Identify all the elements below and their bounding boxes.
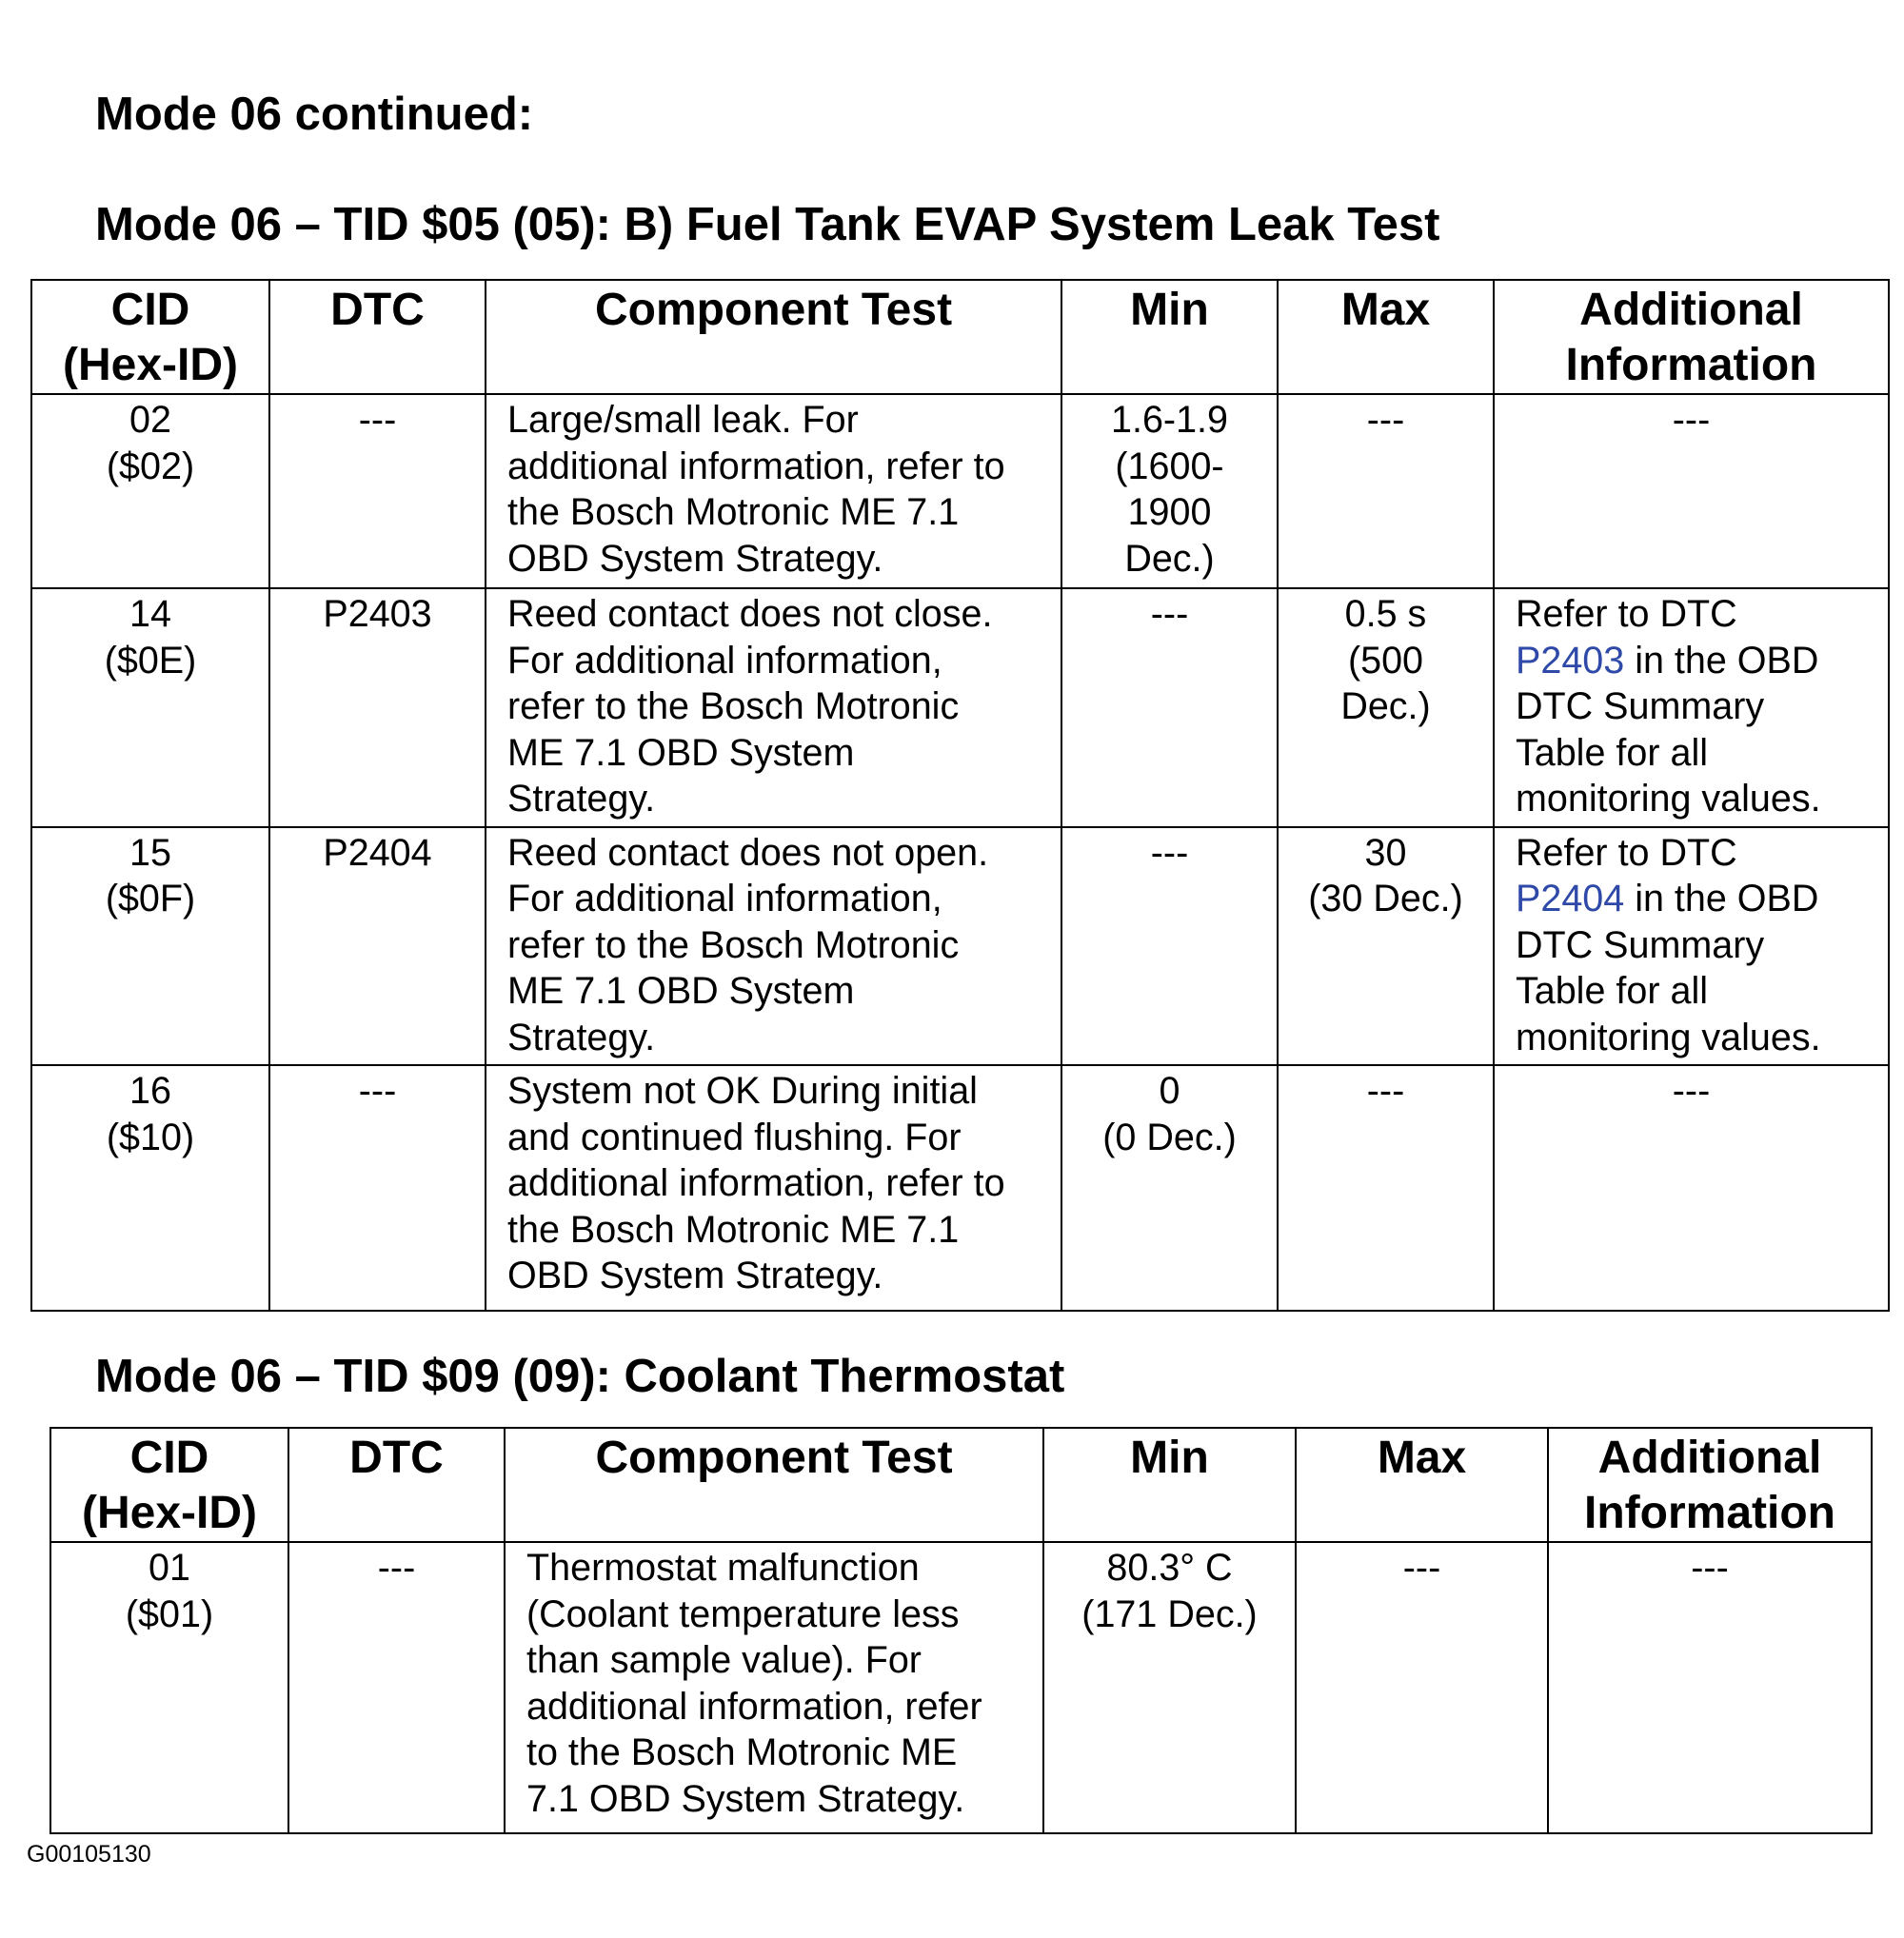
header-cid: CID (Hex-ID) bbox=[31, 280, 269, 394]
component-test-cell: Thermostat malfunction (Coolant temperature less than sample value). For additional information, refer to the Bosch Motronic ME 7.1 OBD System Strategy. bbox=[505, 1542, 1043, 1833]
header-max: Max bbox=[1296, 1428, 1548, 1542]
component-test-cell: Large/small leak. For additional information, refer to the Bosch Motronic ME 7.1 OBD System Strategy. bbox=[486, 394, 1061, 588]
dtc-p2404-link[interactable]: P2404 bbox=[1516, 878, 1625, 920]
header-dtc: DTC bbox=[269, 280, 486, 394]
header-additional-information: Additional Information bbox=[1548, 1428, 1872, 1542]
cid-cell: 15 ($0F) bbox=[31, 827, 269, 1066]
table-row bbox=[50, 1542, 1872, 1833]
min-cell: 0 (0 Dec.) bbox=[1061, 1065, 1278, 1311]
table-row bbox=[31, 588, 1889, 827]
dtc-cell: --- bbox=[288, 1542, 505, 1833]
table-header-row bbox=[50, 1428, 1872, 1542]
component-test-cell: Reed contact does not close. For additional information, refer to the Bosch Motronic ME 7.1 OBD System Strategy. bbox=[486, 588, 1061, 827]
min-cell: --- bbox=[1061, 588, 1278, 827]
table-row bbox=[31, 827, 1889, 1066]
header-max: Max bbox=[1278, 280, 1494, 394]
table-row bbox=[31, 394, 1889, 588]
component-test-cell: Reed contact does not open. For additional information, refer to the Bosch Motronic ME 7.1 OBD System Strategy. bbox=[486, 827, 1061, 1066]
coolant-thermostat-table bbox=[50, 1427, 1873, 1834]
header-min: Min bbox=[1043, 1428, 1296, 1542]
cid-cell: 16 ($10) bbox=[31, 1065, 269, 1311]
additional-info-cell: --- bbox=[1548, 1542, 1872, 1833]
header-min: Min bbox=[1061, 280, 1278, 394]
table-row bbox=[31, 1065, 1889, 1311]
evap-section-title: Mode 06 – TID $05 (05): B) Fuel Tank EVAP System Leak Test bbox=[95, 199, 1440, 250]
cid-cell: 01 ($01) bbox=[50, 1542, 288, 1833]
max-cell: 30 (30 Dec.) bbox=[1278, 827, 1494, 1066]
max-cell: --- bbox=[1296, 1542, 1548, 1833]
dtc-cell: --- bbox=[269, 1065, 486, 1311]
header-component-test: Component Test bbox=[505, 1428, 1043, 1542]
dtc-p2403-link[interactable]: P2403 bbox=[1516, 639, 1625, 682]
coolant-section-title: Mode 06 – TID $09 (09): Coolant Thermostat bbox=[95, 1351, 1065, 1402]
additional-info-cell: Refer to DTC P2403 in the OBD DTC Summary Table for all monitoring values. bbox=[1494, 588, 1889, 827]
min-cell: --- bbox=[1061, 827, 1278, 1066]
table-header-row bbox=[31, 280, 1889, 394]
min-cell: 1.6-1.9 (1600- 1900 Dec.) bbox=[1061, 394, 1278, 588]
additional-info-cell: Refer to DTC P2404 in the OBD DTC Summary Table for all monitoring values. bbox=[1494, 827, 1889, 1066]
max-cell: 0.5 s (500 Dec.) bbox=[1278, 588, 1494, 827]
header-additional-information: Additional Information bbox=[1494, 280, 1889, 394]
additional-info-cell: --- bbox=[1494, 1065, 1889, 1311]
dtc-cell: P2404 bbox=[269, 827, 486, 1066]
figure-id: G00105130 bbox=[27, 1841, 151, 1868]
header-dtc: DTC bbox=[288, 1428, 505, 1542]
header-cid: CID (Hex-ID) bbox=[50, 1428, 288, 1542]
evap-leak-test-table bbox=[30, 279, 1890, 1312]
cid-cell: 02 ($02) bbox=[31, 394, 269, 588]
dtc-cell: P2403 bbox=[269, 588, 486, 827]
cid-cell: 14 ($0E) bbox=[31, 588, 269, 827]
component-test-cell: System not OK During initial and continued flushing. For additional information, refer to the Bosch Motronic ME 7.1 OBD System Strategy. bbox=[486, 1065, 1061, 1311]
max-cell: --- bbox=[1278, 1065, 1494, 1311]
additional-info-cell: --- bbox=[1494, 394, 1889, 588]
min-cell: 80.3° C (171 Dec.) bbox=[1043, 1542, 1296, 1833]
page-heading: Mode 06 continued: bbox=[95, 89, 534, 140]
max-cell: --- bbox=[1278, 394, 1494, 588]
dtc-cell: --- bbox=[269, 394, 486, 588]
header-component-test: Component Test bbox=[486, 280, 1061, 394]
